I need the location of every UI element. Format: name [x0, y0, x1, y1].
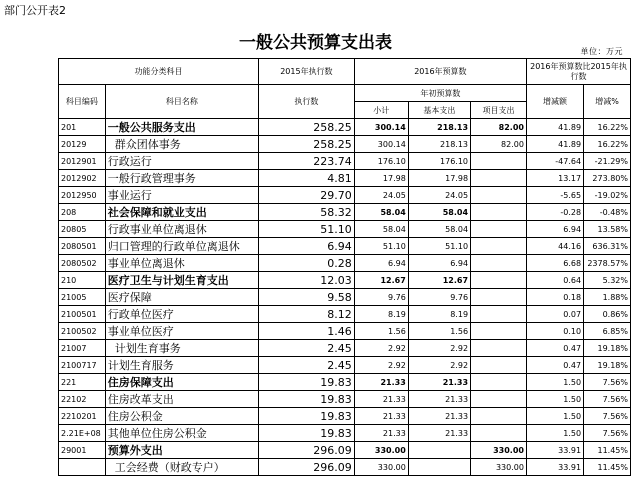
header-increase-rate: 增减% [584, 85, 631, 119]
cell-basic: 58.04 [408, 221, 470, 238]
cell-increase-rate: 7.56% [584, 391, 631, 408]
cell-name: 一般行政管理事务 [105, 170, 258, 187]
cell-code: 208 [59, 204, 106, 221]
cell-increase-amt: 33.91 [526, 459, 583, 476]
cell-project [471, 272, 527, 289]
cell-increase-amt: 6.94 [526, 221, 583, 238]
cell-name: 群众团体事务 [105, 136, 258, 153]
cell-name: 事业单位医疗 [105, 323, 258, 340]
table-row [59, 391, 631, 408]
cell-name: 工会经费（财政专户） [105, 459, 258, 476]
cell-increase-amt: 6.68 [526, 255, 583, 272]
cell-project [471, 221, 527, 238]
table-row [59, 170, 631, 187]
cell-name: 预算外支出 [105, 442, 258, 459]
cell-code: 2210201 [59, 408, 106, 425]
table-row [59, 340, 631, 357]
cell-project [471, 425, 527, 442]
cell-code: 2012901 [59, 153, 106, 170]
cell-basic: 6.94 [408, 255, 470, 272]
cell-code: 221 [59, 374, 106, 391]
cell-increase-rate: -0.48% [584, 204, 631, 221]
cell-basic: 21.33 [408, 408, 470, 425]
cell-increase-rate: 6.85% [584, 323, 631, 340]
cell-code [59, 459, 106, 476]
cell-increase-rate: 16.22% [584, 136, 631, 153]
cell-increase-amt: 0.64 [526, 272, 583, 289]
cell-subtotal: 12.67 [354, 272, 408, 289]
cell-basic: 218.13 [408, 119, 470, 136]
cell-subtotal: 176.10 [354, 153, 408, 170]
cell-name: 住房保障支出 [105, 374, 258, 391]
cell-code: 21005 [59, 289, 106, 306]
cell-exec: 51.10 [258, 221, 354, 238]
cell-exec: 4.81 [258, 170, 354, 187]
cell-exec: 8.12 [258, 306, 354, 323]
cell-basic: 21.33 [408, 425, 470, 442]
cell-name: 事业运行 [105, 187, 258, 204]
cell-basic: 21.33 [408, 374, 470, 391]
cell-basic: 1.56 [408, 323, 470, 340]
cell-project [471, 153, 527, 170]
cell-increase-amt: -47.64 [526, 153, 583, 170]
table-row [59, 459, 631, 476]
cell-exec: 19.83 [258, 374, 354, 391]
table-row [59, 187, 631, 204]
cell-increase-amt: 0.18 [526, 289, 583, 306]
cell-basic: 24.05 [408, 187, 470, 204]
cell-name: 一般公共服务支出 [105, 119, 258, 136]
table-row [59, 425, 631, 442]
cell-project [471, 289, 527, 306]
cell-name: 其他单位住房公积金 [105, 425, 258, 442]
cell-subtotal: 9.76 [354, 289, 408, 306]
cell-code: 201 [59, 119, 106, 136]
cell-name: 住房改革支出 [105, 391, 258, 408]
cell-increase-rate: -21.29% [584, 153, 631, 170]
header-row-1 [59, 59, 631, 85]
cell-project [471, 357, 527, 374]
cell-increase-rate: 13.58% [584, 221, 631, 238]
header-exec-2015: 2015年执行数 [258, 59, 354, 85]
page-title: 一般公共预算支出表 [239, 33, 392, 53]
cell-subtotal: 300.14 [354, 136, 408, 153]
table-row [59, 153, 631, 170]
cell-exec: 58.32 [258, 204, 354, 221]
cell-subtotal: 21.33 [354, 391, 408, 408]
cell-exec: 258.25 [258, 136, 354, 153]
header-name: 科目名称 [105, 85, 258, 119]
cell-name: 行政运行 [105, 153, 258, 170]
cell-code: 2012950 [59, 187, 106, 204]
cell-increase-rate: 5.32% [584, 272, 631, 289]
cell-subtotal: 2.92 [354, 340, 408, 357]
cell-increase-amt: 1.50 [526, 391, 583, 408]
cell-increase-amt: -5.65 [526, 187, 583, 204]
cell-increase-amt: 1.50 [526, 425, 583, 442]
table-row [59, 238, 631, 255]
cell-project [471, 204, 527, 221]
cell-basic: 12.67 [408, 272, 470, 289]
cell-increase-amt: 1.50 [526, 374, 583, 391]
cell-code: 2080502 [59, 255, 106, 272]
cell-basic: 218.13 [408, 136, 470, 153]
cell-name: 行政单位医疗 [105, 306, 258, 323]
cell-code: 2100502 [59, 323, 106, 340]
cell-exec: 19.83 [258, 391, 354, 408]
cell-name: 住房公积金 [105, 408, 258, 425]
cell-exec: 0.28 [258, 255, 354, 272]
cell-basic: 17.98 [408, 170, 470, 187]
unit-label: 单位：万元 [580, 47, 623, 56]
cell-exec: 223.74 [258, 153, 354, 170]
cell-increase-amt: 1.50 [526, 408, 583, 425]
cell-project [471, 408, 527, 425]
cell-code: 2100717 [59, 357, 106, 374]
cell-code: 22102 [59, 391, 106, 408]
cell-exec: 258.25 [258, 119, 354, 136]
cell-increase-rate: 7.56% [584, 408, 631, 425]
cell-subtotal: 330.00 [354, 459, 408, 476]
cell-name: 归口管理的行政单位离退休 [105, 238, 258, 255]
cell-basic: 2.92 [408, 357, 470, 374]
cell-code: 29001 [59, 442, 106, 459]
table-row [59, 272, 631, 289]
header-compare: 2016年预算数比2015年执行数 [526, 59, 630, 85]
cell-increase-amt: 44.16 [526, 238, 583, 255]
cell-name: 事业单位离退休 [105, 255, 258, 272]
cell-increase-rate: 7.56% [584, 425, 631, 442]
cell-code: 210 [59, 272, 106, 289]
cell-exec: 296.09 [258, 459, 354, 476]
cell-basic: 51.10 [408, 238, 470, 255]
cell-subtotal: 21.33 [354, 408, 408, 425]
cell-basic: 176.10 [408, 153, 470, 170]
cell-increase-amt: 0.07 [526, 306, 583, 323]
cell-project [471, 340, 527, 357]
cell-name: 行政事业单位离退休 [105, 221, 258, 238]
header-budget-2016: 2016年预算数 [354, 59, 526, 85]
cell-subtotal: 21.33 [354, 425, 408, 442]
cell-name: 医疗卫生与计划生育支出 [105, 272, 258, 289]
cell-subtotal: 2.92 [354, 357, 408, 374]
cell-increase-amt: 33.91 [526, 442, 583, 459]
cell-exec: 1.46 [258, 323, 354, 340]
cell-subtotal: 51.10 [354, 238, 408, 255]
cell-increase-amt: 41.89 [526, 136, 583, 153]
cell-increase-rate: 273.80% [584, 170, 631, 187]
cell-increase-amt: 13.17 [526, 170, 583, 187]
cell-code: 2080501 [59, 238, 106, 255]
cell-increase-rate: 1.88% [584, 289, 631, 306]
cell-increase-amt: 41.89 [526, 119, 583, 136]
cell-increase-rate: 2378.57% [584, 255, 631, 272]
cell-project [471, 170, 527, 187]
cell-exec: 6.94 [258, 238, 354, 255]
cell-project [471, 238, 527, 255]
table-row [59, 306, 631, 323]
header-subtotal: 小计 [354, 102, 408, 119]
cell-subtotal: 330.00 [354, 442, 408, 459]
cell-code: 21007 [59, 340, 106, 357]
cell-subtotal: 24.05 [354, 187, 408, 204]
table-row [59, 255, 631, 272]
cell-name: 社会保障和就业支出 [105, 204, 258, 221]
table-row [59, 221, 631, 238]
cell-subtotal: 58.04 [354, 221, 408, 238]
header-project: 项目支出 [471, 102, 527, 119]
cell-increase-rate: 19.18% [584, 340, 631, 357]
table-row [59, 119, 631, 136]
cell-project [471, 306, 527, 323]
cell-subtotal: 6.94 [354, 255, 408, 272]
cell-basic: 58.04 [408, 204, 470, 221]
cell-project: 330.00 [471, 459, 527, 476]
cell-exec: 2.45 [258, 357, 354, 374]
cell-project: 330.00 [471, 442, 527, 459]
table-row [59, 442, 631, 459]
cell-project [471, 187, 527, 204]
cell-basic: 8.19 [408, 306, 470, 323]
cell-name: 计划生育事务 [105, 340, 258, 357]
cell-increase-rate: 7.56% [584, 374, 631, 391]
cell-name: 计划生育服务 [105, 357, 258, 374]
cell-code: 20129 [59, 136, 106, 153]
cell-basic [408, 442, 470, 459]
cell-increase-rate: 19.18% [584, 357, 631, 374]
table-row [59, 374, 631, 391]
cell-increase-rate: -19.02% [584, 187, 631, 204]
cell-subtotal: 1.56 [354, 323, 408, 340]
cell-increase-rate: 0.86% [584, 306, 631, 323]
cell-exec: 2.45 [258, 340, 354, 357]
cell-code: 2.21E+08 [59, 425, 106, 442]
cell-subtotal: 8.19 [354, 306, 408, 323]
cell-basic: 2.92 [408, 340, 470, 357]
cell-exec: 19.83 [258, 425, 354, 442]
cell-increase-amt: 0.47 [526, 357, 583, 374]
cell-exec: 12.03 [258, 272, 354, 289]
cell-basic: 21.33 [408, 391, 470, 408]
cell-subtotal: 300.14 [354, 119, 408, 136]
header-func-cat: 功能分类科目 [59, 59, 259, 85]
cell-project: 82.00 [471, 136, 527, 153]
cell-project [471, 323, 527, 340]
cell-code: 20805 [59, 221, 106, 238]
cell-increase-rate: 636.31% [584, 238, 631, 255]
cell-code: 2012902 [59, 170, 106, 187]
header-annual-budget: 年初预算数 [354, 85, 526, 102]
cell-basic [408, 459, 470, 476]
table-row [59, 408, 631, 425]
cell-increase-rate: 16.22% [584, 119, 631, 136]
table-row [59, 289, 631, 306]
budget-table [58, 58, 631, 476]
cell-increase-amt: 0.10 [526, 323, 583, 340]
cell-project [471, 255, 527, 272]
header-exec: 执行数 [258, 85, 354, 119]
table-row [59, 204, 631, 221]
cell-increase-amt: -0.28 [526, 204, 583, 221]
cell-subtotal: 21.33 [354, 374, 408, 391]
table-row [59, 323, 631, 340]
cell-increase-rate: 11.45% [584, 442, 631, 459]
cell-exec: 29.70 [258, 187, 354, 204]
table-row [59, 136, 631, 153]
cell-code: 2100501 [59, 306, 106, 323]
cell-exec: 9.58 [258, 289, 354, 306]
cell-project: 82.00 [471, 119, 527, 136]
department-label: 部门公开表2 [4, 4, 66, 17]
cell-subtotal: 58.04 [354, 204, 408, 221]
header-basic: 基本支出 [408, 102, 470, 119]
table-row [59, 357, 631, 374]
cell-increase-rate: 11.45% [584, 459, 631, 476]
cell-subtotal: 17.98 [354, 170, 408, 187]
cell-increase-amt: 0.47 [526, 340, 583, 357]
cell-exec: 19.83 [258, 408, 354, 425]
cell-basic: 9.76 [408, 289, 470, 306]
header-increase-amt: 增减额 [526, 85, 583, 119]
header-code: 科目编码 [59, 85, 106, 119]
cell-project [471, 374, 527, 391]
cell-project [471, 391, 527, 408]
cell-name: 医疗保障 [105, 289, 258, 306]
header-row-2 [59, 85, 631, 102]
cell-exec: 296.09 [258, 442, 354, 459]
